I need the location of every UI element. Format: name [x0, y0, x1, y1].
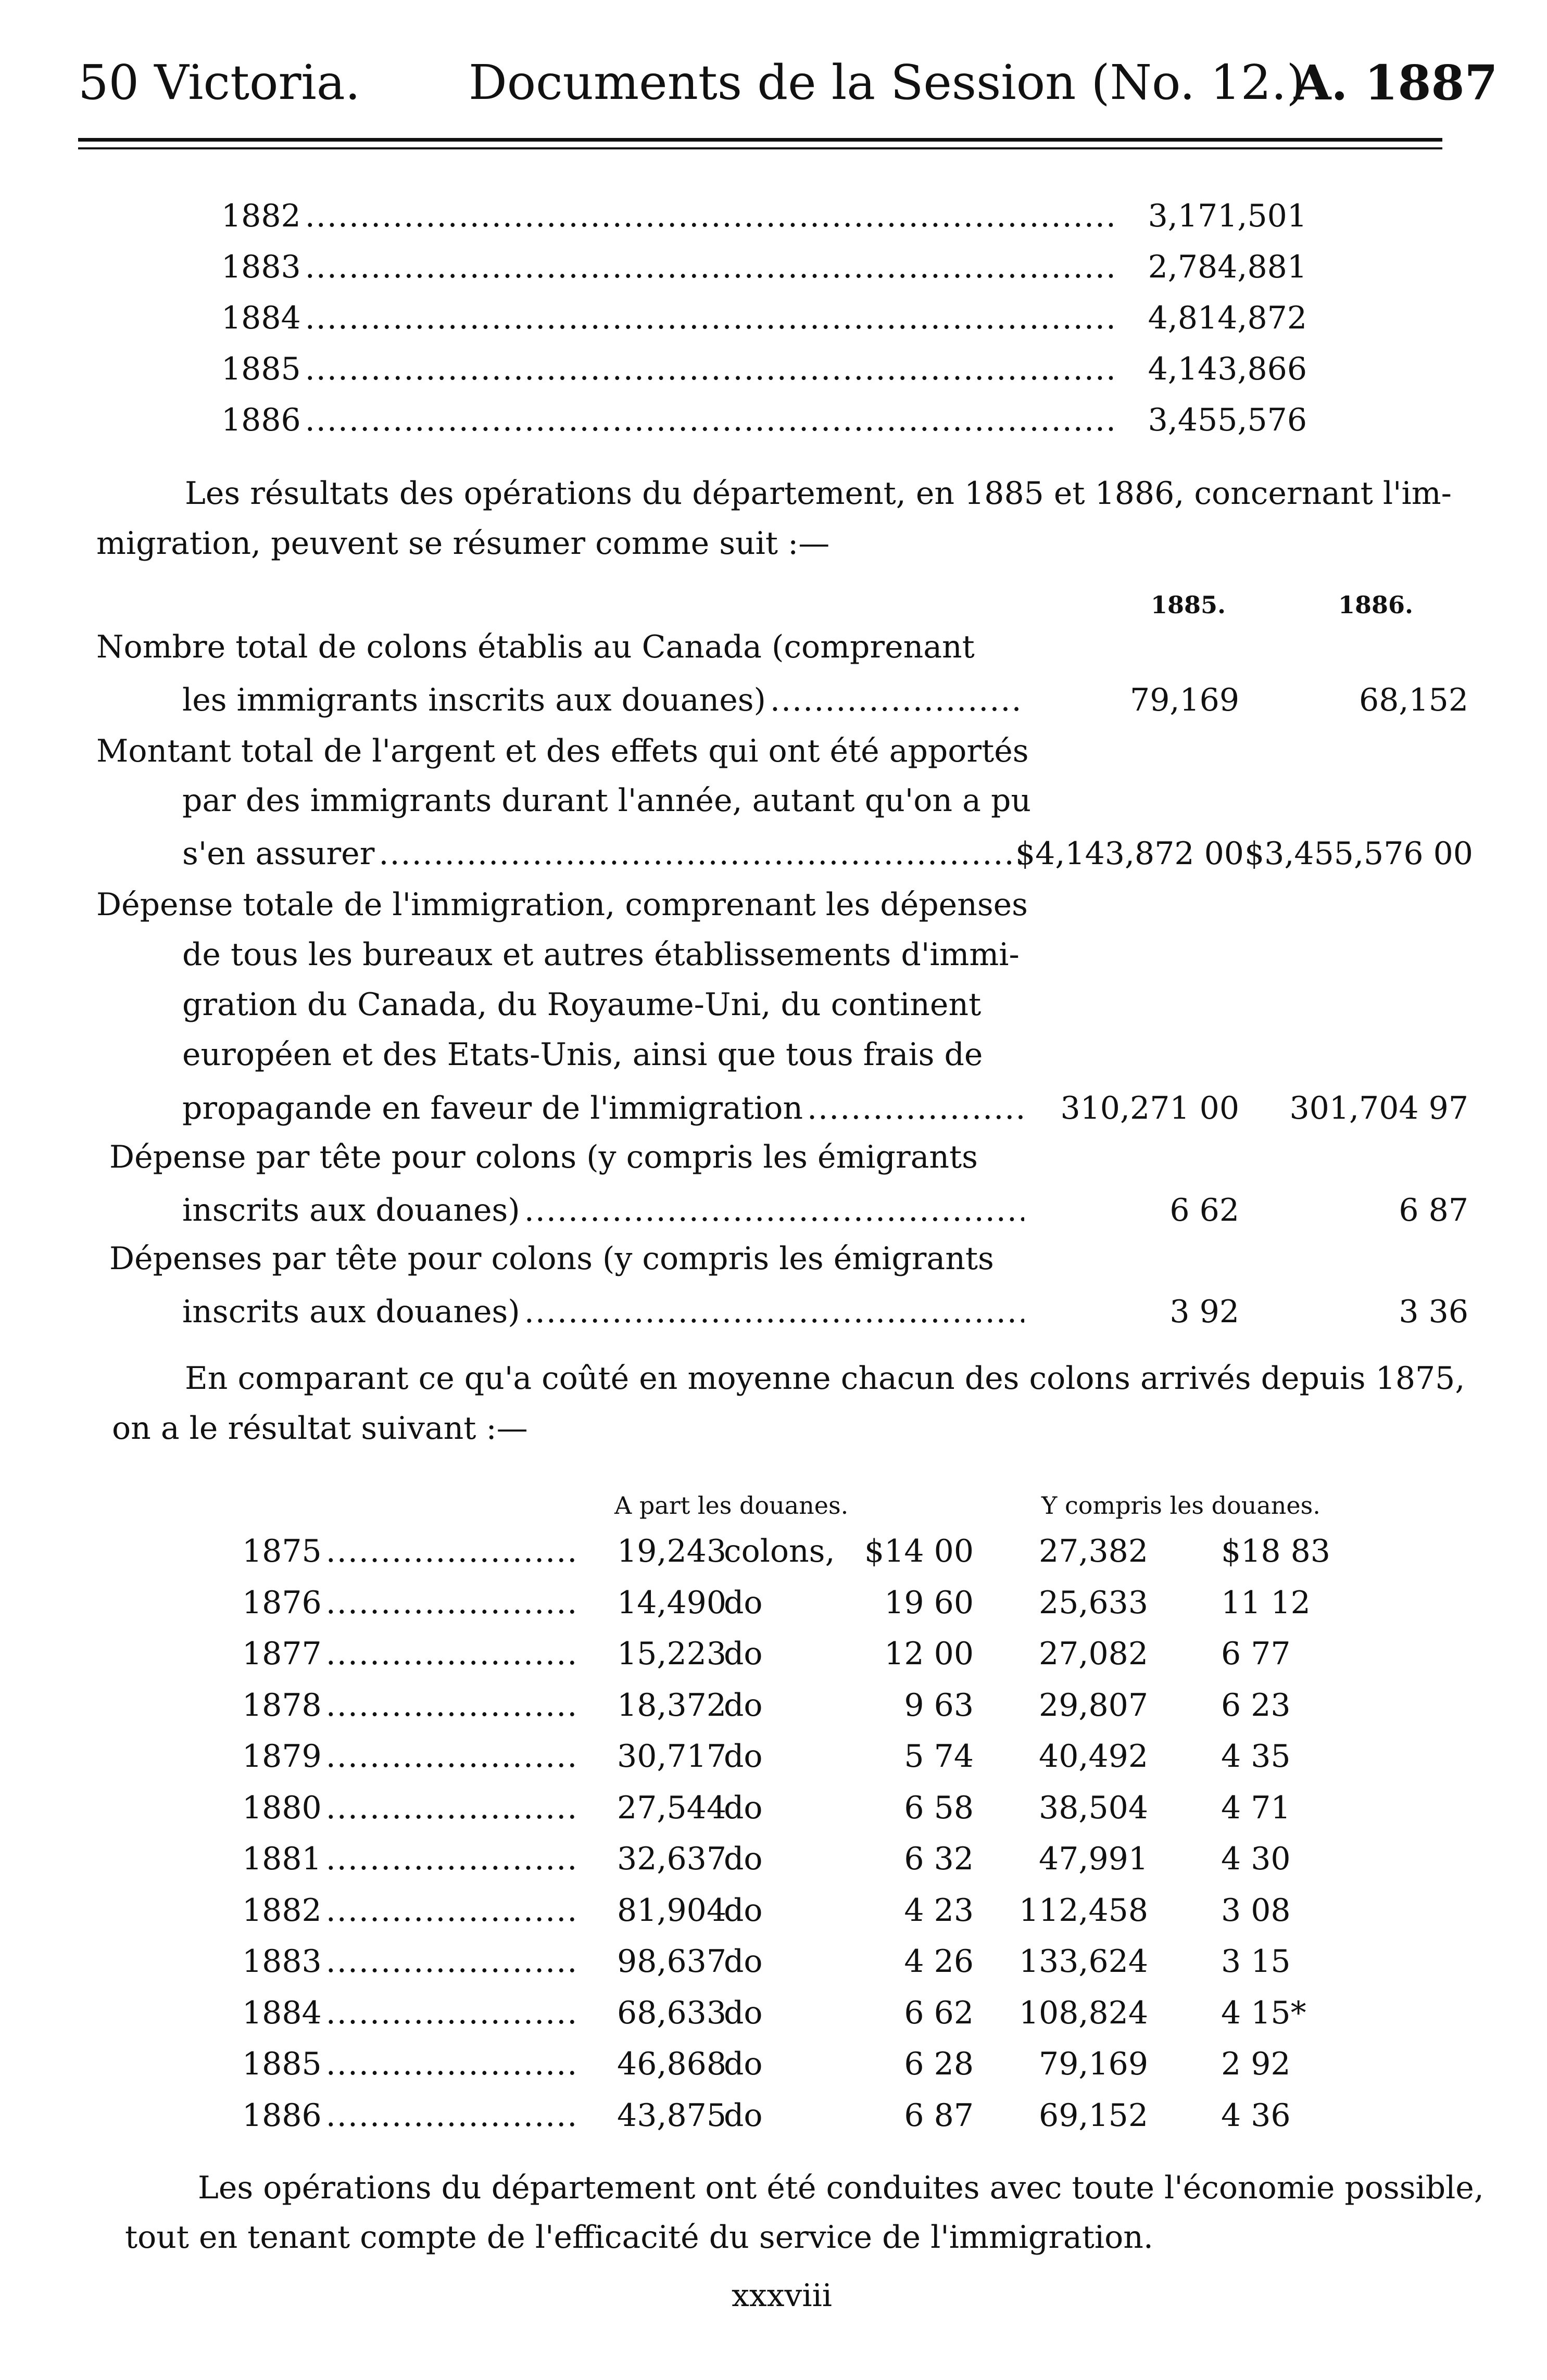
comparison-cost-b: 4 15* [1221, 1995, 1306, 2031]
result-row-line: européen et des Etats-Unis, ainsi que tous frais de [182, 1036, 983, 1073]
comparison-year: 1878 [242, 1687, 322, 1724]
top-year-row [221, 198, 1117, 234]
intro-line-2: migration, peuvent se résumer comme suit :— [96, 525, 830, 562]
comparison-cost-b: $18 83 [1221, 1533, 1330, 1569]
comparison-count-a: 19,243 [617, 1533, 726, 1569]
result-row-line: Dépense par tête pour colons (y compris les émigrants [109, 1139, 978, 1175]
intro-line-1: Les résultats des opérations du département, en 1885 et 1886, concernant l'im- [185, 475, 1452, 512]
result-row-line: Nombre total de colons établis au Canada (comprenant [96, 629, 975, 665]
comparison-unit: do [724, 1738, 763, 1775]
comparison-unit: do [724, 1585, 763, 1621]
comparison-year: 1885 [242, 2046, 322, 2082]
top-year-row [221, 351, 1117, 387]
comparison-unit: do [724, 1841, 763, 1877]
comparison-cost-b: 11 12 [1221, 1585, 1311, 1621]
comparison-cost-a: $14 00 [864, 1533, 974, 1569]
comparison-unit: do [724, 1790, 763, 1826]
comparison-row [242, 2046, 581, 2082]
comparison-cost-a: 6 32 [904, 1841, 974, 1877]
year-label: 1882 [221, 198, 301, 234]
comparison-unit: do [724, 1892, 763, 1929]
result-row-line: Montant total de l'argent et des effets qui ont été apportés [96, 733, 1029, 769]
comparison-count-a: 18,372 [617, 1687, 726, 1724]
comparison-count-a: 43,875 [617, 2097, 726, 2134]
result-row-line: Dépense totale de l'immigration, comprenant les dépenses [96, 887, 1028, 923]
comparison-count-a: 32,637 [617, 1841, 726, 1877]
top-year-row [221, 300, 1117, 336]
top-year-row [221, 249, 1117, 285]
comparison-cost-a: 6 58 [904, 1790, 974, 1826]
comparison-row [242, 1995, 581, 2031]
comparison-cost-b: 4 36 [1221, 2097, 1291, 2134]
comparison-count-b: 27,382 [1039, 1533, 1148, 1569]
comparison-cost-a: 19 60 [884, 1585, 974, 1621]
header-center: Documents de la Session (No. 12.) [469, 55, 1305, 110]
result-row-line: les immigrants inscrits aux douanes) ..... [182, 682, 1028, 718]
header-left: 50 Victoria. [78, 55, 360, 110]
comparison-count-b: 108,824 [1018, 1995, 1148, 2031]
comparison-line-2: on a le résultat suivant :— [112, 1410, 528, 1447]
closing-line-1: Les opérations du département ont été conduites avec toute l'économie possible, [198, 2170, 1484, 2206]
comparison-count-b: 38,504 [1039, 1790, 1148, 1826]
comparison-cost-a: 12 00 [884, 1636, 974, 1672]
comparison-head-b: Y compris les douanes. [1041, 1491, 1320, 1520]
comparison-row [242, 1790, 581, 1826]
year-label: 1883 [221, 249, 301, 285]
results-col-1886: 1886. [1338, 591, 1414, 619]
comparison-cost-b: 6 77 [1221, 1636, 1291, 1672]
comparison-year: 1884 [242, 1995, 322, 2031]
comparison-count-a: 68,633 [617, 1995, 726, 2031]
comparison-cost-a: 6 87 [904, 2097, 974, 2134]
comparison-unit: do [724, 2097, 763, 2134]
comparison-count-b: 133,624 [1018, 1943, 1148, 1980]
result-value-1886: 3 36 [1399, 1294, 1468, 1330]
comparison-count-a: 81,904 [617, 1892, 726, 1929]
comparison-count-a: 15,223 [617, 1636, 726, 1672]
comparison-count-b: 69,152 [1039, 2097, 1148, 2134]
comparison-row [242, 1943, 581, 1980]
result-value-1886: 68,152 [1359, 682, 1468, 718]
comparison-count-b: 47,991 [1039, 1841, 1148, 1877]
comparison-unit: do [724, 1636, 763, 1672]
comparison-row [242, 1738, 581, 1775]
year-label: 1884 [221, 300, 301, 336]
comparison-count-a: 30,717 [617, 1738, 726, 1775]
comparison-cost-a: 9 63 [904, 1687, 974, 1724]
result-value-1886: 301,704 97 [1289, 1090, 1468, 1126]
top-year-row [221, 402, 1117, 438]
comparison-year: 1881 [242, 1841, 322, 1877]
comparison-row [242, 1585, 581, 1621]
comparison-year: 1875 [242, 1533, 322, 1569]
comparison-row [242, 1533, 581, 1569]
comparison-row [242, 2097, 581, 2134]
closing-line-2: tout en tenant compte de l'efficacité du service de l'immigration. [125, 2219, 1153, 2256]
comparison-year: 1882 [242, 1892, 322, 1929]
header-rule [78, 138, 1442, 142]
comparison-count-a: 14,490 [617, 1585, 726, 1621]
comparison-cost-b: 4 30 [1221, 1841, 1291, 1877]
comparison-count-a: 27,544 [617, 1790, 726, 1826]
comparison-row [242, 1892, 581, 1929]
result-row-line: gration du Canada, du Royaume-Uni, du continent [182, 986, 982, 1023]
result-value-1885: 79,169 [1130, 682, 1239, 718]
comparison-unit: colons, [724, 1533, 835, 1569]
comparison-cost-b: 4 71 [1221, 1790, 1291, 1826]
comparison-cost-a: 6 62 [904, 1995, 974, 2031]
comparison-year: 1877 [242, 1636, 322, 1672]
comparison-count-b: 79,169 [1039, 2046, 1148, 2082]
comparison-row [242, 1636, 581, 1672]
result-value-1885: 6 62 [1169, 1192, 1239, 1229]
result-row-line: Dépenses par tête pour colons (y compris les émigrants [109, 1240, 994, 1277]
comparison-count-b: 112,458 [1018, 1892, 1148, 1929]
comparison-count-a: 98,637 [617, 1943, 726, 1980]
year-value: 4,814,872 [1148, 300, 1307, 336]
comparison-year: 1883 [242, 1943, 322, 1980]
result-value-1886: 6 87 [1399, 1192, 1468, 1229]
comparison-count-b: 29,807 [1039, 1687, 1148, 1724]
comparison-cost-b: 4 35 [1221, 1738, 1291, 1775]
comparison-unit: do [724, 1687, 763, 1724]
year-value: 4,143,866 [1148, 351, 1307, 387]
comparison-cost-a: 4 26 [904, 1943, 974, 1980]
result-value-1885: 3 92 [1169, 1294, 1239, 1330]
comparison-unit: do [724, 1943, 763, 1980]
comparison-head-a: A part les douanes. [614, 1491, 849, 1520]
comparison-row [242, 1687, 581, 1724]
result-value-1885: 310,271 00 [1060, 1090, 1239, 1126]
comparison-cost-a: 6 28 [904, 2046, 974, 2082]
year-label: 1886 [221, 402, 301, 438]
year-value: 3,455,576 [1148, 402, 1307, 438]
comparison-count-b: 40,492 [1039, 1738, 1148, 1775]
result-value-1885: $4,143,872 00 [1015, 835, 1244, 872]
comparison-year: 1879 [242, 1738, 322, 1775]
comparison-cost-b: 6 23 [1221, 1687, 1291, 1724]
results-col-1885: 1885. [1151, 591, 1226, 619]
year-value: 3,171,501 [1148, 198, 1307, 234]
comparison-count-b: 25,633 [1039, 1585, 1148, 1621]
result-value-1886: $3,455,576 00 [1244, 835, 1473, 872]
comparison-unit: do [724, 2046, 763, 2082]
year-label: 1885 [221, 351, 301, 387]
comparison-line-1: En comparant ce qu'a coûté en moyenne chacun des colons arrivés depuis 1875, [185, 1360, 1465, 1397]
comparison-count-a: 46,868 [617, 2046, 726, 2082]
result-row-line: inscrits aux douanes) ..... [182, 1192, 1028, 1229]
header-right: A. 1887 [1294, 55, 1498, 111]
result-row-line: inscrits aux douanes) ..... [182, 1294, 1028, 1330]
page-number: xxxviii [732, 2277, 832, 2314]
comparison-cost-b: 2 92 [1221, 2046, 1291, 2082]
comparison-cost-a: 4 23 [904, 1892, 974, 1929]
comparison-cost-a: 5 74 [904, 1738, 974, 1775]
comparison-year: 1886 [242, 2097, 322, 2134]
result-row-line: de tous les bureaux et autres établissements d'immi- [182, 936, 1020, 973]
comparison-cost-b: 3 15 [1221, 1943, 1291, 1980]
comparison-year: 1876 [242, 1585, 322, 1621]
comparison-cost-b: 3 08 [1221, 1892, 1291, 1929]
comparison-count-b: 27,082 [1039, 1636, 1148, 1672]
result-row-line: par des immigrants durant l'année, autant qu'on a pu [182, 782, 1031, 819]
comparison-unit: do [724, 1995, 763, 2031]
result-row-line: propagande en faveur de l'immigration ..... [182, 1090, 1028, 1126]
year-value: 2,784,881 [1148, 249, 1307, 285]
comparison-row [242, 1841, 581, 1877]
header-rule-thin [78, 147, 1442, 149]
comparison-year: 1880 [242, 1790, 322, 1826]
result-row-line: s'en assurer ..... [182, 835, 1026, 872]
